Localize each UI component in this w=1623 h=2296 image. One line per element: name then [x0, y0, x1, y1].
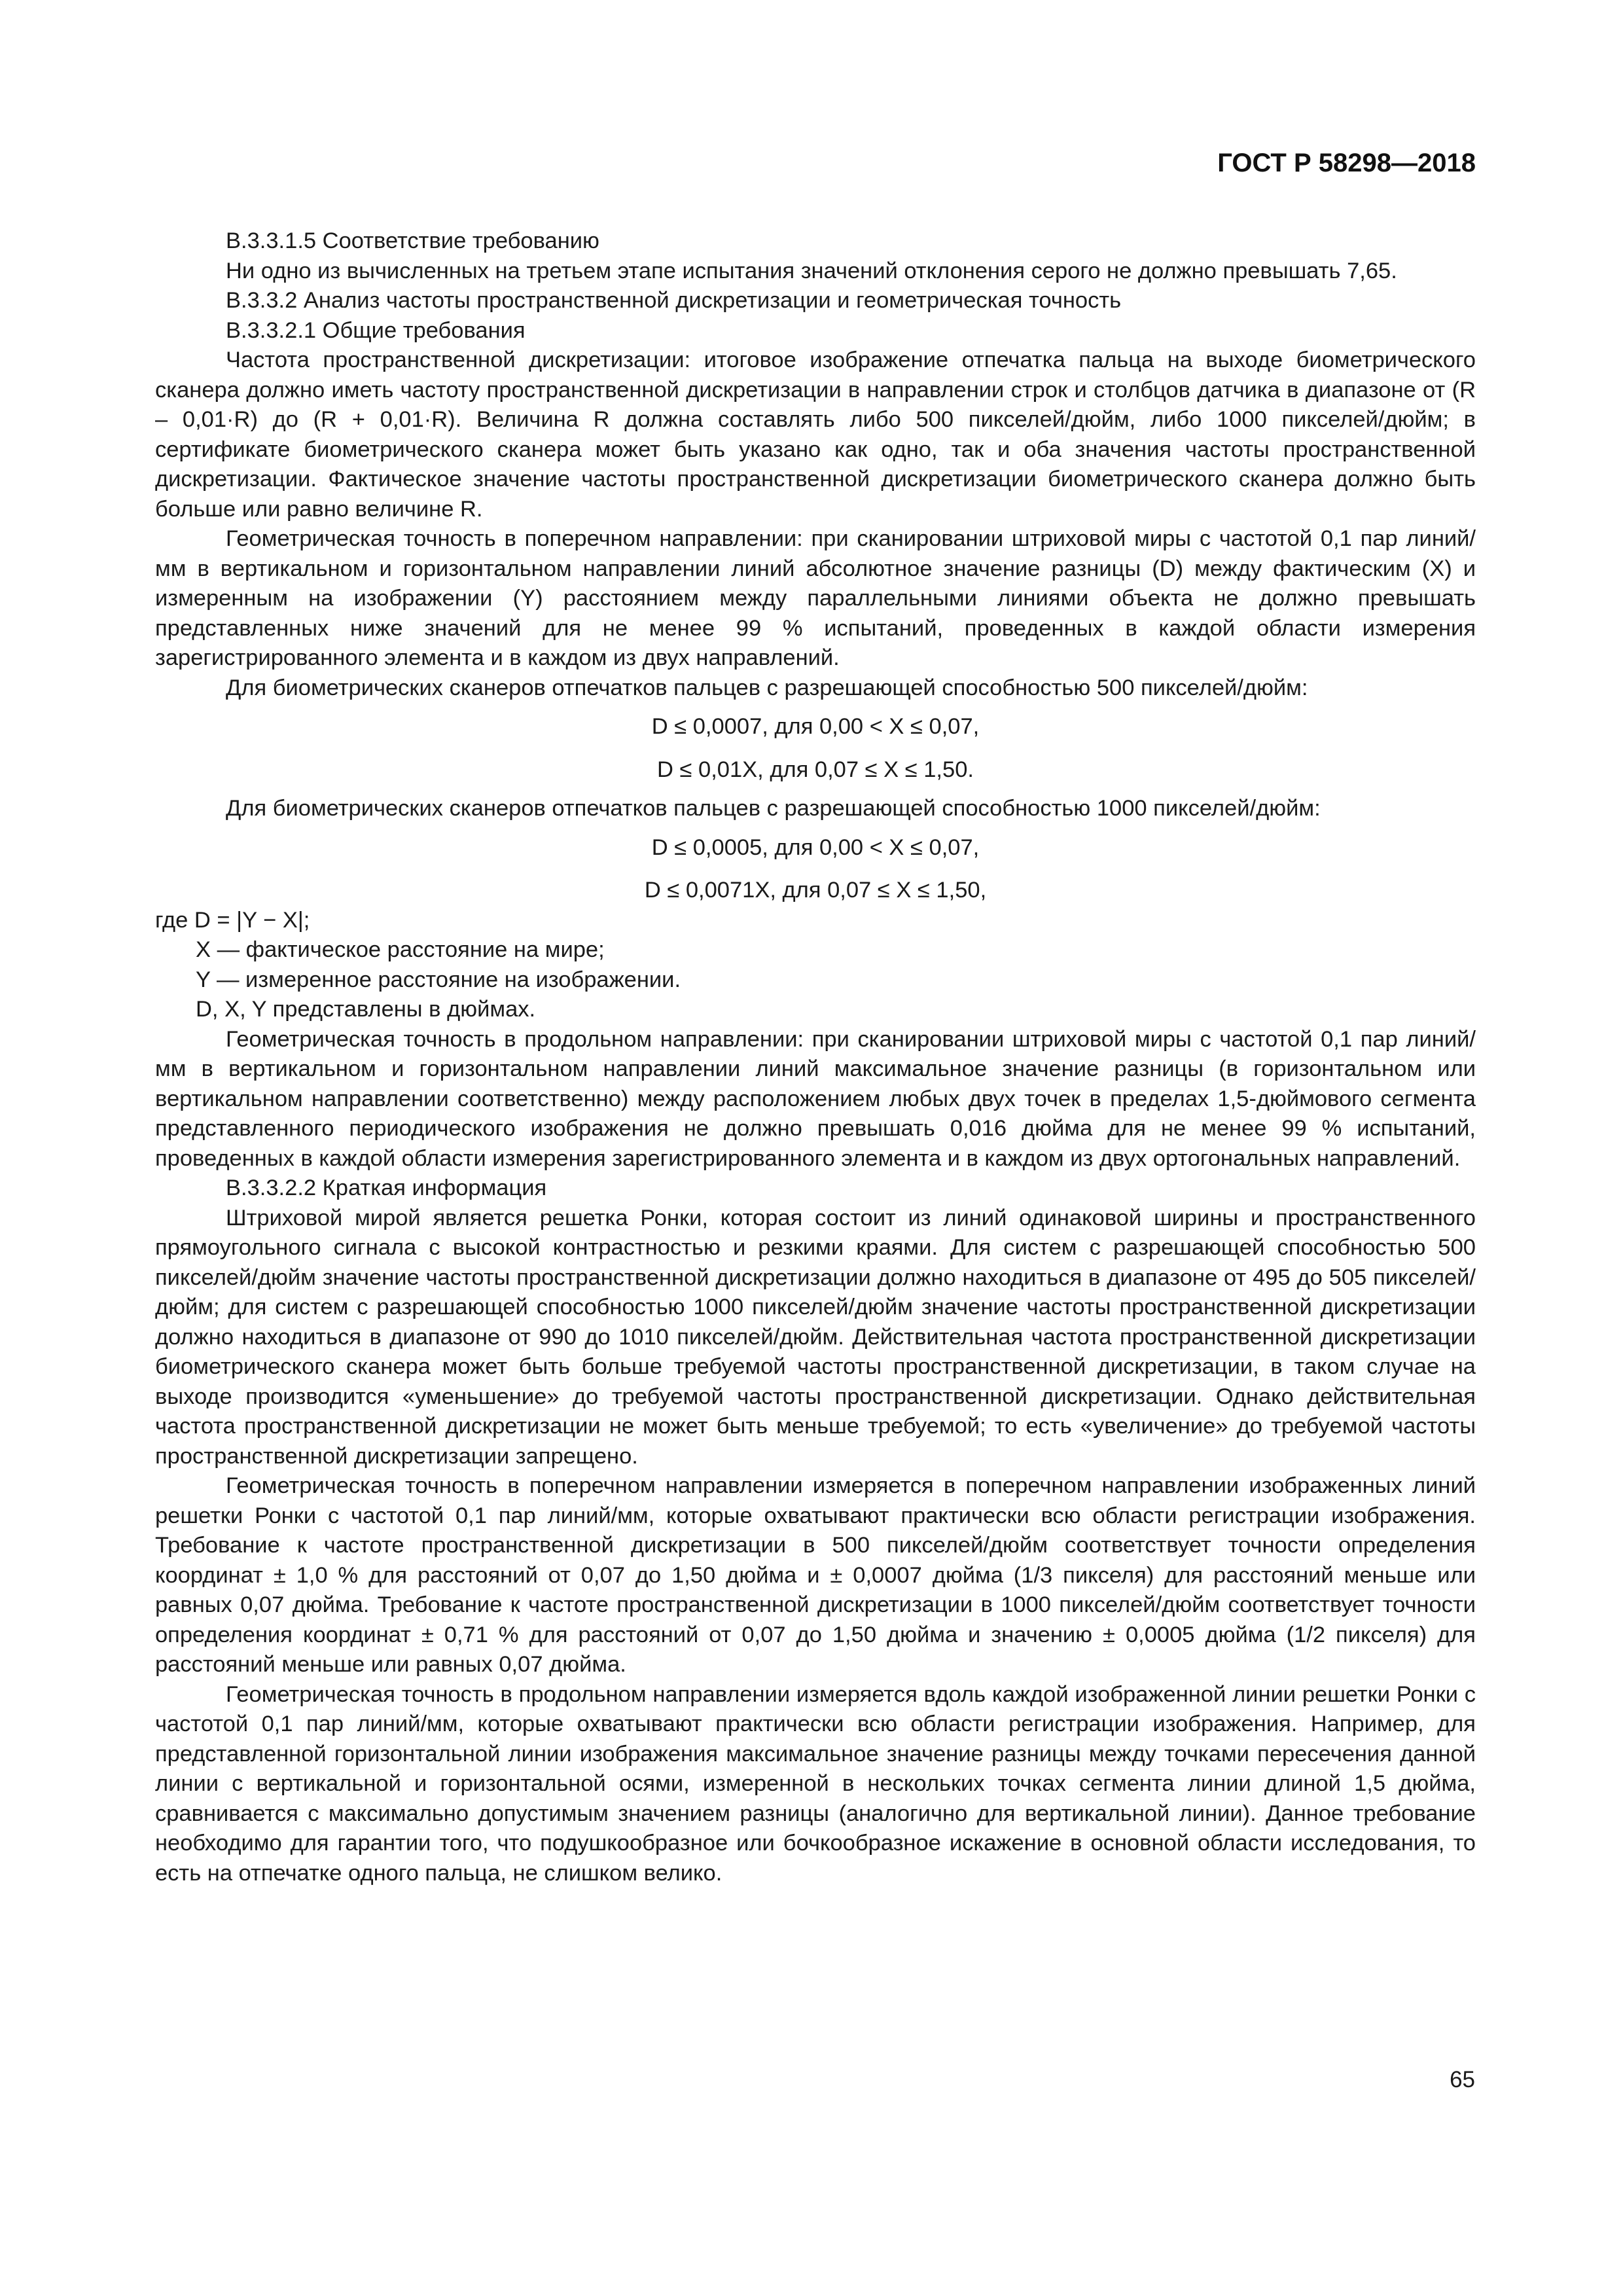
paragraph-longitudinal-accuracy: Геометрическая точность в продольном направлении: при сканировании штриховой миры с частотой 0,1 пар линий/мм в вертикальном и горизонтальном направлении линий максимальное значение разницы (в горизонтальном или вертикальном направлении соответственно) между расположением любых двух точек в пределах 1,5-дюймового сегмента представленного периодического изображения не должно превышать 0,016 дюйма для не менее 99 % испытаний, проведенных в каждой области измерения зарегистрированного элемента и в каждом из двух ортогональных направлений. — [155, 1026, 1476, 1171]
standard-number: ГОСТ Р 58298—2018 — [1217, 149, 1476, 177]
definition-y: Y — измеренное расстояние на изображении. — [196, 967, 681, 992]
paragraph-500ppi-intro: Для биометрических сканеров отпечатков пальцев с разрешающей способностью 500 пикселей/дюйм: — [226, 675, 1308, 700]
formula-500-large: D ≤ 0,01X, для 0,07 ≤ X ≤ 1,50. — [657, 757, 974, 782]
page-body — [155, 226, 1476, 1888]
page-number: 65 — [1450, 2067, 1475, 2092]
section-heading-b3315: В.3.3.1.5 Соответствие требованию — [226, 228, 599, 253]
paragraph-cross-measurement: Геометрическая точность в поперечном направлении измеряется в поперечном направлении изображенных линий решетки Ронки с частотой 0,1 пар линий/мм, которые охватывают практически всю области регистрации изображения. Требование к частоте пространственной дискретизации в 500 пикселей/дюйм соответствует точности определения координат ± 1,0 % для расстояний от 0,07 до 1,50 дюйма и ± 0,0007 дюйма (1/3 пикселя) для расстояний меньше или равных 0,07 дюйма. Требование к частоте пространственной дискретизации в 1000 пикселей/дюйм соответствует точности определения координат ± 0,71 % для расстояний от 0,07 до 1,50 дюйма и значению ± 0,0005 дюйма (1/2 пикселя) для расстояний меньше или равных 0,07 дюйма. — [155, 1473, 1476, 1677]
section-heading-b332: В.3.3.2 Анализ частоты пространственной дискретизации и геометрическая точность — [226, 288, 1122, 313]
paragraph-cross-accuracy: Геометрическая точность в поперечном направлении: при сканировании штриховой миры с частотой 0,1 пар линий/мм в вертикальном и горизонтальном направлении линий абсолютное значение разницы (D) между фактическим (X) и измеренным на изображении (Y) расстоянием между параллельными линиями объекта не должно превышать представленных ниже значений для не менее 99 % испытаний, проведенных в каждой области измерения зарегистрированного элемента и в каждом из двух направлений. — [155, 526, 1476, 670]
paragraph-compliance: Ни одно из вычисленных на третьем этапе испытания значений отклонения серого не должно превышать 7,65. — [226, 258, 1397, 283]
paragraph-1000ppi-intro: Для биометрических сканеров отпечатков пальцев с разрешающей способностью 1000 пикселей/дюйм: — [226, 796, 1321, 821]
section-heading-b3321: В.3.3.2.1 Общие требования — [226, 317, 526, 343]
paragraph-ronchi-grating: Штриховой мирой является решетка Ронки, которая состоит из линий одинаковой ширины и пространственного прямоугольного сигнала с высокой контрастностью и резкими краями. Для систем с разрешающей способностью 500 пикселей/дюйм значение частоты пространственной дискретизации должно находиться в диапазоне от 495 до 505 пикселей/дюйм; для систем с разрешающей способностью 1000 пикселей/дюйм значение частоты пространственной дискретизации должно находиться в диапазоне от 990 до 1010 пикселей/дюйм. Действительная частота пространственной дискретизации биометрического сканера может быть больше требуемой частоты пространственной дискретизации, в таком случае на выходе производится «уменьшение» до требуемой частоты пространственной дискретизации. Однако действительная частота пространственной дискретизации не может быть меньше требуемой; то есть «увеличение» до требуемой частоты пространственной дискретизации запрещено. — [155, 1205, 1476, 1469]
definition-units: D, X, Y представлены в дюймах. — [196, 997, 536, 1022]
formula-1000-small: D ≤ 0,0005, для 0,00 < X ≤ 0,07, — [651, 834, 980, 860]
formula-500-small: D ≤ 0,0007, для 0,00 < X ≤ 0,07, — [651, 714, 980, 739]
paragraph-sampling-frequency: Частота пространственной дискретизации: итоговое изображение отпечатка пальца на выходе биометрического сканера должно иметь частоту пространственной дискретизации в направлении строк и столбцов датчика в диапазоне от (R – 0,01·R) до (R + 0,01·R). Величина R должна составлять либо 500 пикселей/дюйм, либо 1000 пикселей/дюйм; в сертификате биометрического сканера может быть указано как одно, так и оба значения частоты пространственной дискретизации. Фактическое значение частоты пространственной дискретизации биометрического сканера должно быть больше или равно величине R. — [155, 348, 1476, 522]
paragraph-longitudinal-measurement: Геометрическая точность в продольном направлении измеряется вдоль каждой изображенной линии решетки Ронки с частотой 0,1 пар линий/мм, которые охватывают практически всю области регистрации изображения. Например, для представленной горизонтальной линии изображения максимальное значение разницы между точками пересечения данной линии с вертикальной и горизонтальной осями, измеренной в нескольких точках сегмента линии длиной 1,5 дюйма, сравнивается с максимально допустимым значением разницы (аналогично для вертикальной линии). Данное требование необходимо для гарантии того, что подушкообразное или бочкообразное искажение в основной области исследования, то есть на отпечатке одного пальца, не слишком велико. — [155, 1681, 1476, 1886]
section-heading-b3322: В.3.3.2.2 Краткая информация — [226, 1175, 547, 1200]
definition-x: X — фактическое расстояние на мире; — [196, 937, 605, 962]
where-clause: где D = |Y − X|; — [155, 907, 310, 933]
formula-1000-large: D ≤ 0,0071X, для 0,07 ≤ X ≤ 1,50, — [644, 878, 987, 903]
